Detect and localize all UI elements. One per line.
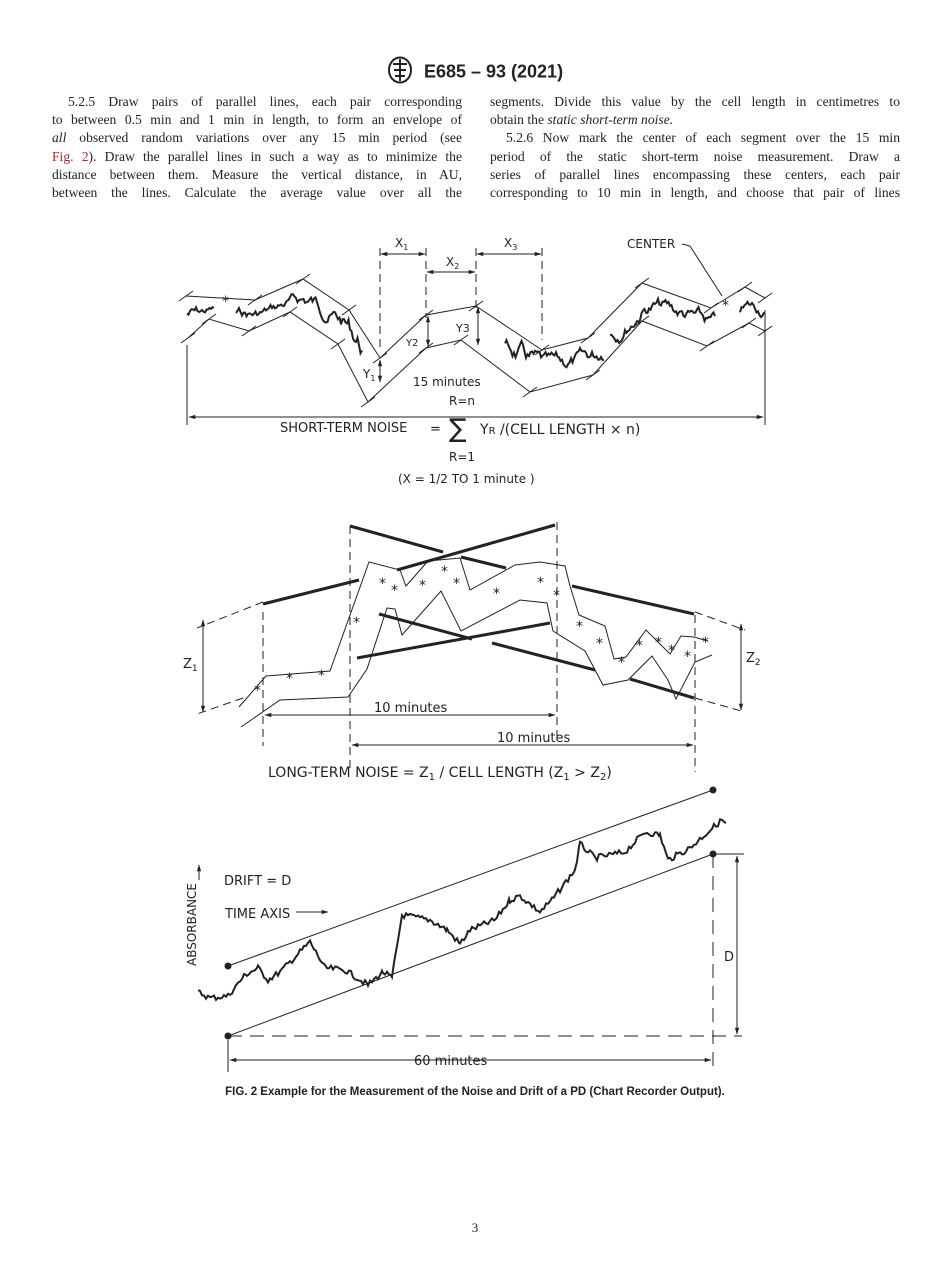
center-marker: * xyxy=(596,636,603,652)
center-marker: * xyxy=(702,635,709,651)
sixty-minutes-label: 60 minutes xyxy=(414,1054,488,1069)
center-marker: * xyxy=(453,576,460,592)
noise-segment xyxy=(610,299,715,343)
drift-lower-line xyxy=(228,854,713,1036)
center-label: CENTER xyxy=(627,237,676,251)
center-marker: * xyxy=(655,635,662,651)
y3-label: Y3 xyxy=(456,322,470,335)
ten-minutes-label-a: 10 minutes xyxy=(374,701,448,716)
centers-band-upper xyxy=(239,558,708,707)
formula-equals: = xyxy=(430,422,441,437)
center-marker: * xyxy=(441,564,448,580)
center-marker: * xyxy=(618,655,625,671)
segment-tick xyxy=(242,326,256,336)
page-number: 3 xyxy=(471,1220,479,1235)
text-line: segments. Divide this value by the cell length in centimetres to xyxy=(490,94,900,109)
text-line: period of the static short-term noise measurement. Draw a xyxy=(490,148,900,164)
sum-lower-bound: R=1 xyxy=(449,450,476,464)
x-range-note: (X = 1/2 TO 1 minute ) xyxy=(398,472,535,486)
long-term-labels xyxy=(183,651,761,783)
duration-label: 15 minutes xyxy=(413,375,481,389)
long-term-noise-diagram xyxy=(197,522,745,772)
text: ). Draw the parallel lines in such a way as to minimize the xyxy=(88,148,462,164)
center-marker: * xyxy=(318,668,325,684)
short-term-noise-diagram xyxy=(179,244,772,425)
segment-tick xyxy=(586,370,600,380)
ten-minutes-label-b: 10 minutes xyxy=(497,731,571,746)
center-marker: * xyxy=(353,615,360,631)
text-line: between the lines. Calculate the average value over all the xyxy=(52,184,462,200)
emphasis: static short-term noise. xyxy=(547,112,674,128)
x3-label: $X_3$ xyxy=(504,236,518,252)
text-line: corresponding to 10 min in length, and choose that pair of lines xyxy=(490,184,900,200)
absorbance-axis-label: ABSORBANCE xyxy=(185,882,199,966)
segment-tick xyxy=(581,333,595,343)
document-designation: E685 – 93 (2021) xyxy=(423,61,564,82)
drift-upper-line xyxy=(228,790,713,966)
text-line: 5.2.6 Now mark the center of each segment over the 15 min xyxy=(506,130,900,146)
segment-tick xyxy=(361,397,375,407)
center-marker: * xyxy=(668,643,675,659)
center-marker: * xyxy=(493,586,500,602)
text-line: series of parallel lines encompassing these centers, each pair xyxy=(490,166,900,182)
noise-segment xyxy=(740,302,764,317)
center-marker: * xyxy=(222,294,229,310)
x2-label: $X_2$ xyxy=(446,255,460,271)
y1-label: $Y_1$ xyxy=(363,367,376,383)
text-line: to between 0.5 min and 1 min in length, to form an envelope of xyxy=(52,112,462,128)
segment-centers xyxy=(254,564,709,699)
text: observed random variations over any 15 min period (see xyxy=(66,130,462,146)
noise-segment xyxy=(187,307,214,314)
long-term-formula: LONG-TERM NOISE = $Z_1$ / CELL LENGTH $(Z_1 > Z_2)$ xyxy=(268,765,612,783)
segment-tick xyxy=(700,341,714,351)
segment-tick xyxy=(419,343,433,353)
z2-label: $Z_2$ xyxy=(746,651,761,668)
y2-label: Y2 xyxy=(406,338,419,349)
drift-label: DRIFT = D xyxy=(224,874,292,889)
segment-tick xyxy=(742,318,756,328)
text-line: distance between them. Measure the vertical distance, in AU, xyxy=(52,166,462,182)
center-leader-line xyxy=(682,244,722,296)
center-marker: * xyxy=(636,638,643,654)
center-marker: * xyxy=(391,583,398,599)
segment-tick xyxy=(704,303,718,313)
center-marker: * xyxy=(379,576,386,592)
text: obtain the xyxy=(490,112,548,128)
center-marker: * xyxy=(254,683,261,699)
formula-term: YR /(CELL LENGTH × n) xyxy=(480,422,641,438)
short-term-labels xyxy=(222,236,729,486)
sum-upper-bound: R=n xyxy=(449,394,475,408)
z1-label: $Z_1$ xyxy=(183,657,198,674)
parallel-line-pairs xyxy=(263,525,694,698)
emphasis: all xyxy=(52,130,67,146)
segment-tick xyxy=(635,278,649,288)
d-label: D xyxy=(724,950,735,965)
center-marker: * xyxy=(684,649,691,665)
segment-tick xyxy=(758,293,772,303)
segment-tick xyxy=(202,314,216,324)
noise-segment xyxy=(505,340,604,367)
formula-label: SHORT-TERM NOISE xyxy=(280,421,408,436)
x1-label: $X_1$ xyxy=(395,236,409,252)
drift-diagram xyxy=(198,787,744,1073)
time-axis-label: TIME AXIS xyxy=(225,907,291,922)
segment-tick xyxy=(738,282,752,292)
noise-segment xyxy=(236,294,362,353)
center-marker: * xyxy=(722,298,729,314)
center-marker: * xyxy=(576,619,583,635)
fig-2-link[interactable]: Fig. 2 xyxy=(52,148,89,164)
drift-labels xyxy=(185,874,734,1069)
segment-tick xyxy=(181,333,195,343)
text-line: 5.2.5 Draw pairs of parallel lines, each pair corresponding xyxy=(68,94,462,109)
sigma-symbol: ∑ xyxy=(449,414,467,444)
center-marker: * xyxy=(537,575,544,591)
figure-caption: FIG. 2 Example for the Measurement of the Noise and Drift of a PD (Chart Recorder Output). xyxy=(225,1086,725,1098)
center-marker: * xyxy=(286,671,293,687)
center-marker: * xyxy=(553,588,560,604)
centers-band-lower xyxy=(241,591,712,727)
center-marker: * xyxy=(419,578,426,594)
